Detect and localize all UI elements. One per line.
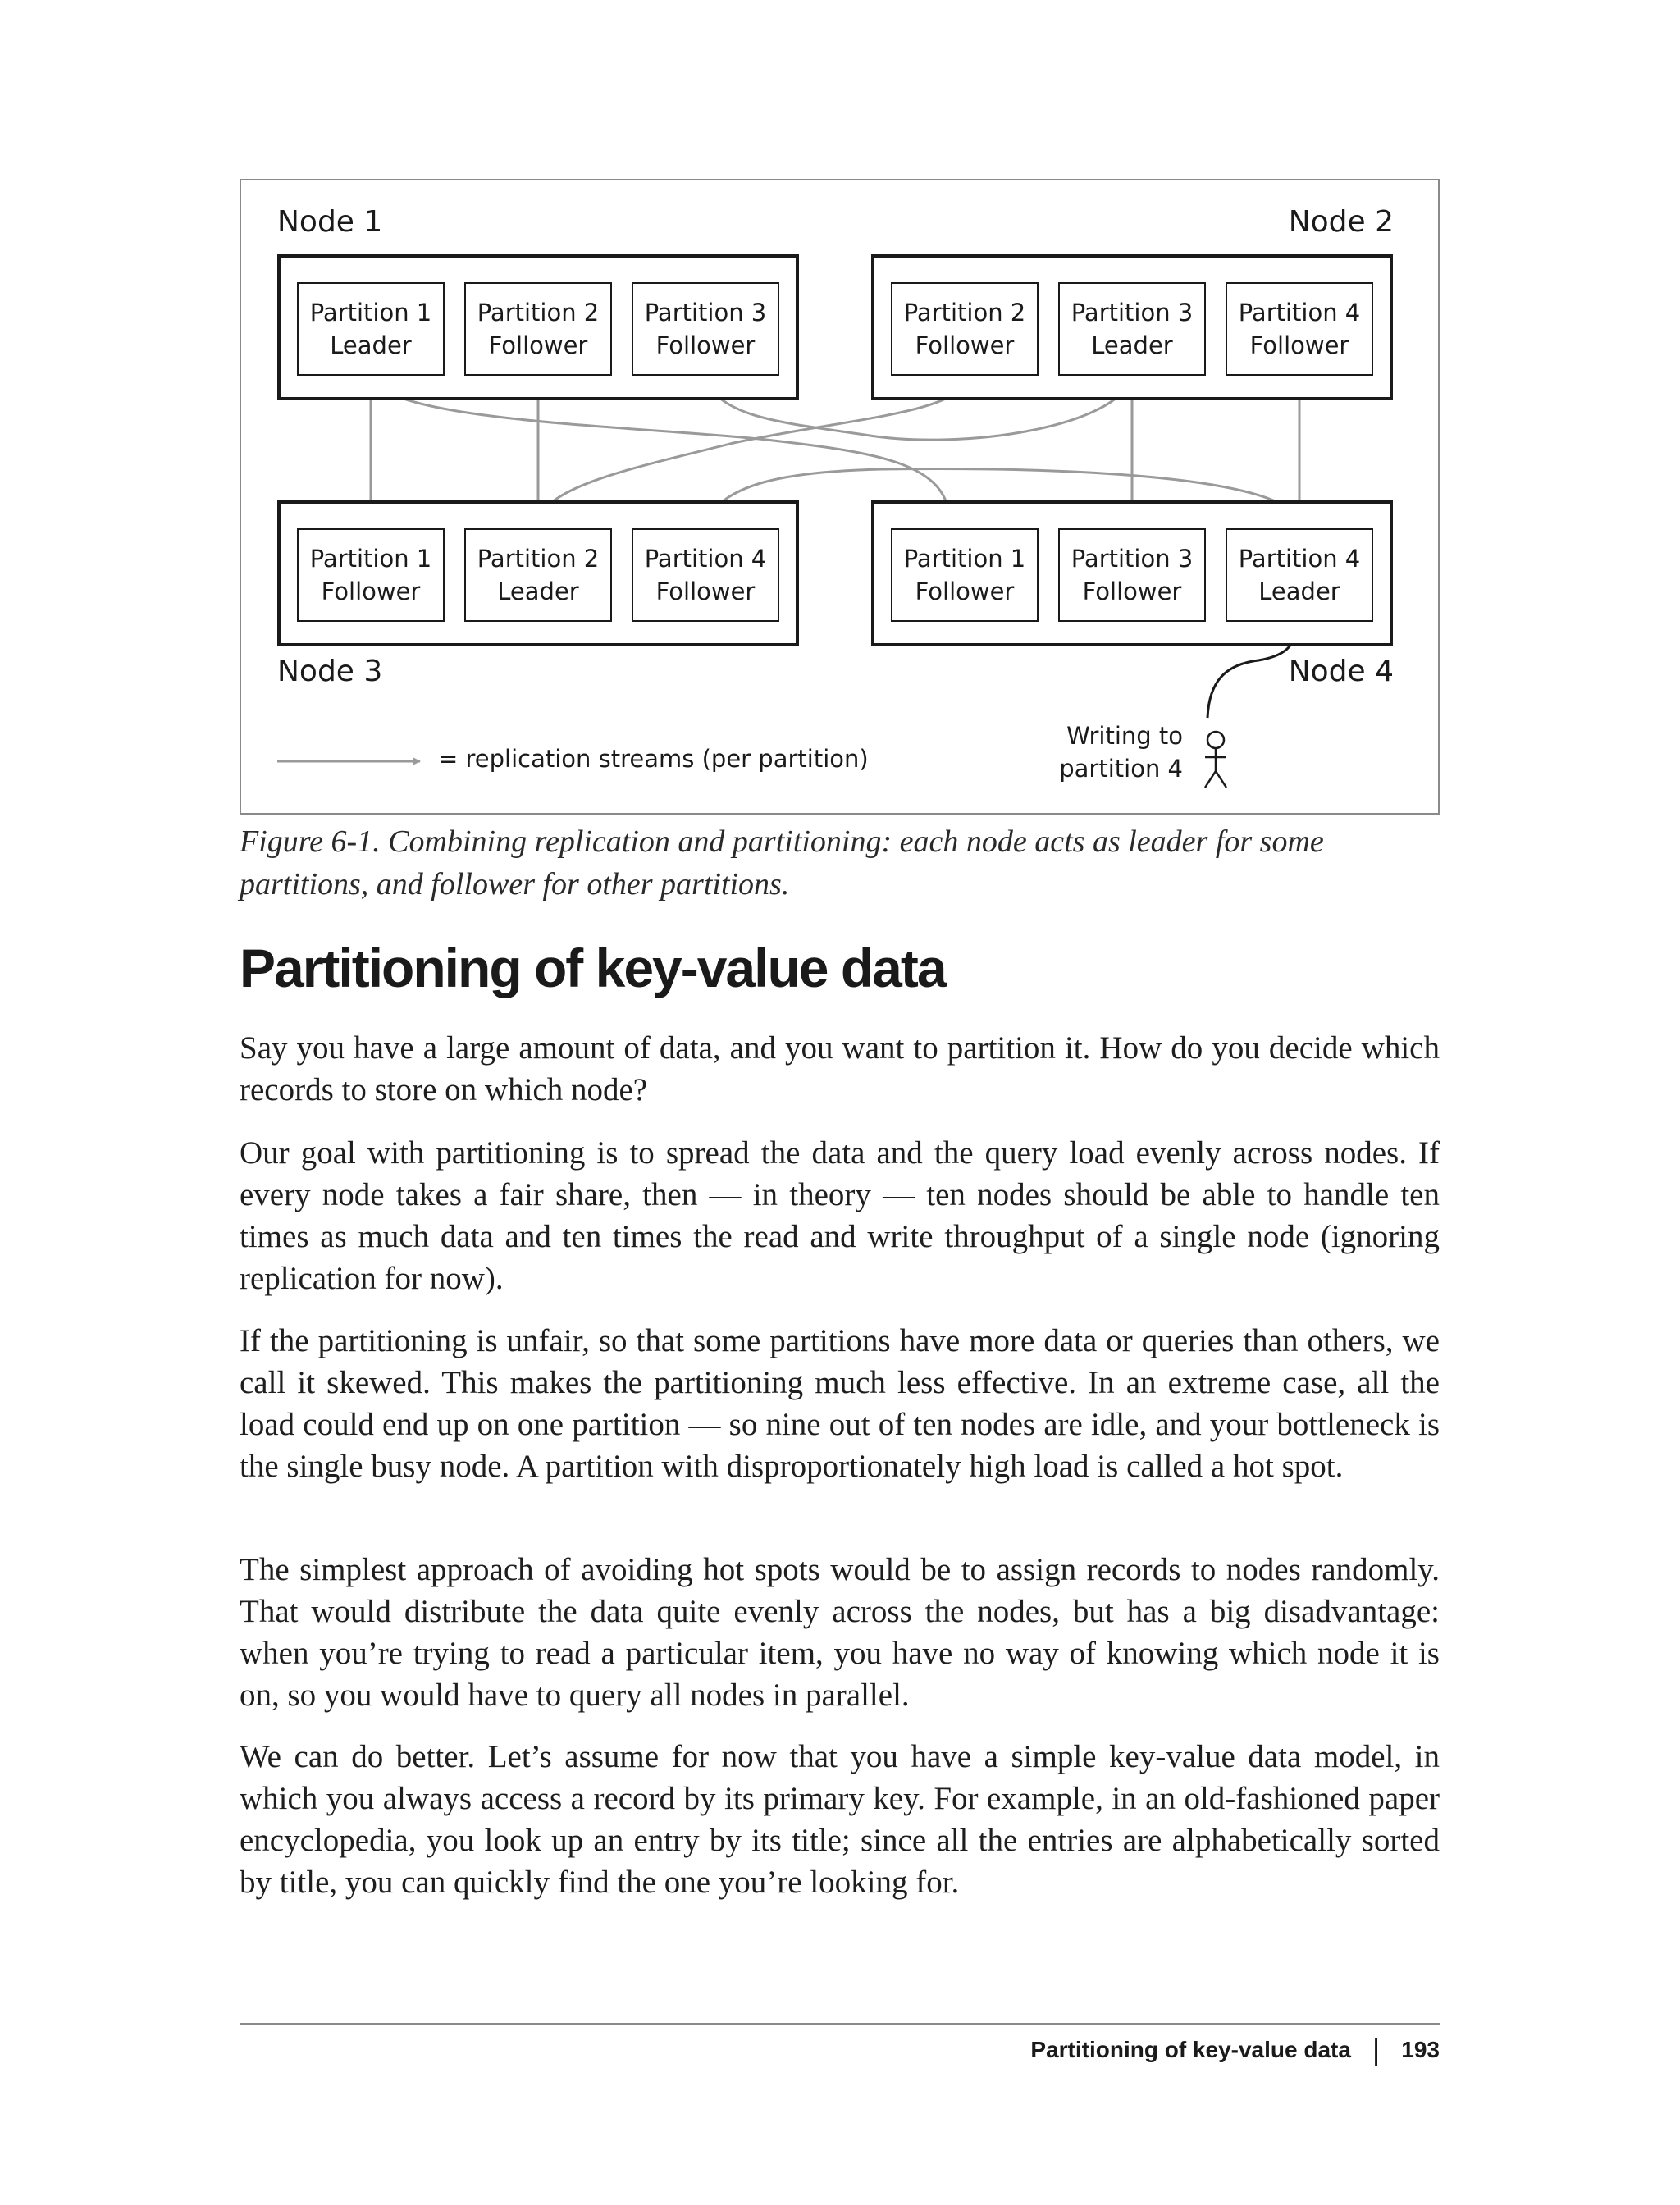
partition-name: Partition 3 [644, 299, 767, 326]
node-4-title: Node 4 [1288, 655, 1394, 688]
partition-box [632, 528, 779, 622]
node-1-title: Node 1 [277, 205, 383, 239]
partition-name: Partition 2 [477, 545, 600, 573]
page-footer [1030, 2033, 1440, 2067]
partition-name: Partition 2 [477, 299, 600, 326]
partition-role: Follower [915, 331, 1015, 359]
partition-role: Leader [497, 578, 579, 605]
partition-role: Follower [321, 578, 421, 605]
partition-name: Partition 2 [903, 299, 1026, 326]
partition-name: Partition 1 [309, 545, 432, 573]
partition-box [297, 528, 445, 622]
partition-box [1226, 282, 1373, 376]
partition-role: Follower [655, 331, 756, 359]
partition-role: Follower [1249, 331, 1349, 359]
partition-name: Partition 4 [1238, 545, 1361, 573]
partition-box [1058, 282, 1206, 376]
person-icon [1205, 732, 1226, 788]
section-heading: Partitioning of key-value data [240, 938, 946, 998]
partition-name: Partition 4 [1238, 299, 1361, 326]
node-2-title: Node 2 [1288, 205, 1394, 239]
figure-6-1 [240, 179, 1440, 815]
partition-box [297, 282, 445, 376]
partition-box [1058, 528, 1206, 622]
partition-name: Partition 1 [903, 545, 1026, 573]
partition-role: Follower [488, 331, 588, 359]
footer-section-title: Partitioning of key-value data [1030, 2037, 1351, 2062]
footer-separator: | [1372, 2033, 1381, 2066]
paragraph: If the partitioning is unfair, so that some partitions have more data or queries than others, we call it skewed. This makes the partitioning much less effective. In an extreme case, all the load could end up on one partition — so nine out of ten nodes are idle, and your bottleneck is the single busy node. A partition with disproportionately high load is called a hot spot. [240, 1323, 1440, 1484]
partition-box [464, 528, 612, 622]
partition-name: Partition 4 [644, 545, 767, 573]
partition-role: Follower [915, 578, 1015, 605]
writer-label-line1: Writing to [1066, 722, 1183, 750]
writer-label-line2: partition 4 [1059, 755, 1183, 783]
partition-box [891, 282, 1039, 376]
partition-name: Partition 3 [1071, 299, 1194, 326]
paragraph: We can do better. Let’s assume for now that you have a simple key-value data model, in which you always access a record by its primary key. For example, in an old-fashioned paper encyclopedia, you look up an entry by its title; since all the entries are alphabetically sorted by title, you can quickly find the one you’re looking for. [240, 1739, 1440, 1900]
partition-name: Partition 3 [1071, 545, 1194, 573]
partition-role: Follower [655, 578, 756, 605]
partition-role: Leader [1258, 578, 1340, 605]
paragraph: Say you have a large amount of data, and you want to partition it. How do you decide which records to store on which node? [240, 1030, 1440, 1107]
partition-box [632, 282, 779, 376]
writer-label [1045, 719, 1183, 785]
partition-box [464, 282, 612, 376]
partition-box [1226, 528, 1373, 622]
partition-role: Leader [330, 331, 412, 359]
partition-role: Leader [1091, 331, 1173, 359]
paragraph: Our goal with partitioning is to spread the data and the query load evenly across nodes. If every node takes a fair share, then — in theory — ten nodes should be able to handle ten times as much data and ten times the read and write throughput of a single node (ignoring replication for now). [240, 1135, 1440, 1296]
page-number: 193 [1401, 2037, 1440, 2062]
figure-caption: Figure 6-1. Combining replication and partitioning: each node acts as leader for some partitions, and follower for other partitions. [240, 824, 1324, 902]
legend-label: = replication streams (per partition) [438, 745, 869, 773]
node-3-title: Node 3 [277, 655, 383, 688]
paragraph: The simplest approach of avoiding hot spots would be to assign records to nodes randomly. That would distribute the data quite evenly across the nodes, but has a big disadvantage: when you’re trying to read a particular item, you have no way of knowing which node it is on, so you would have to query all nodes in parallel. [240, 1552, 1440, 1713]
footer-rule [240, 2023, 1440, 2025]
partition-role: Follower [1082, 578, 1182, 605]
partition-box [891, 528, 1039, 622]
partition-name: Partition 1 [309, 299, 432, 326]
